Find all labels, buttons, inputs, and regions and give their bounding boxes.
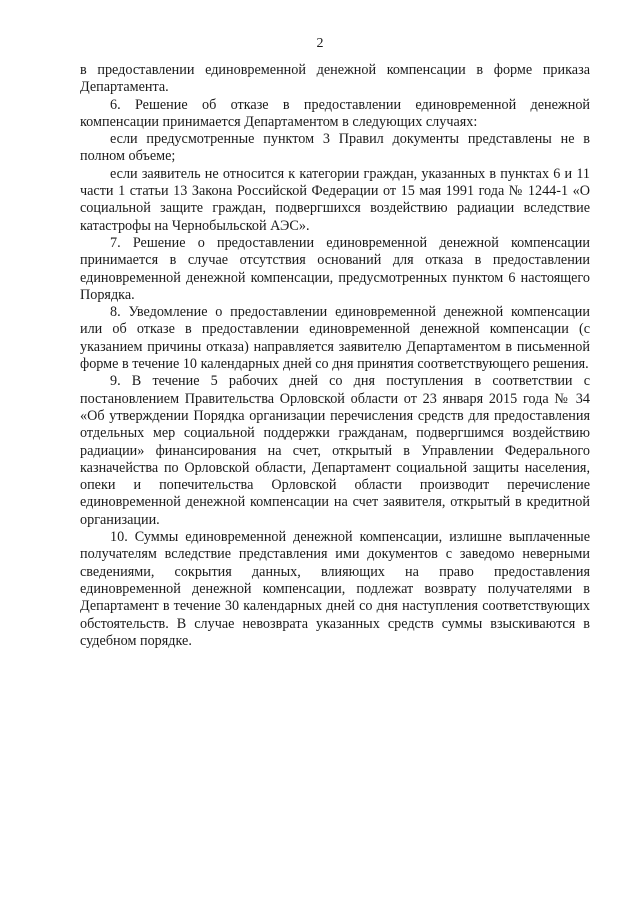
paragraph-8: 8. Уведомление о предоставлении единовременной денежной компенсации или об отказе в предоставлении единовременной денежной компенсации (с указанием причины отказа) направляется заявителю Департаментом в письменной форме в течение 10 календарных дней со дня принятия соответствующего решения. bbox=[80, 304, 590, 373]
document-body bbox=[80, 62, 590, 650]
paragraph-10: 10. Суммы единовременной денежной компенсации, излишне выплаченные получателям вследствие представления ими документов с заведомо неверными сведениями, сокрытия данных, влияющих на право предоставления единовременной денежной компенсации, подлежат возврату получателями в Департамент в течение 30 календарных дней со дня наступления соответствующих обстоятельств. В случае невозврата указанных средств суммы взыскиваются в судебном порядке. bbox=[80, 529, 590, 649]
paragraph-9: 9. В течение 5 рабочих дней со дня поступления в соответствии с постановлением Правительства Орловской области от 23 января 2015 года № 34 «Об утверждении Порядка организации перечисления средств для предоставления отдельных мер социальной поддержки гражданам, подвергшимся воздействию радиации» финансирования на счет, открытый в Управлении Федерального казначейства по Орловской области, Департамент социальной защиты населения, опеки и попечительства Орловской области производит перечисление единовременной денежной компенсации на счет заявителя, открытый в кредитной организации. bbox=[80, 373, 590, 528]
paragraph-6-case-1: если предусмотренные пунктом 3 Правил документы представлены не в полном объеме; bbox=[80, 131, 590, 165]
paragraph-6: 6. Решение об отказе в предоставлении единовременной денежной компенсации принимается Департаментом в следующих случаях: bbox=[80, 96, 590, 130]
page-number: 2 bbox=[316, 36, 324, 51]
paragraph-6-case-2: если заявитель не относится к категории граждан, указанных в пунктах 6 и 11 части 1 статьи 13 Закона Российской Федерации от 15 мая 1991 года № 1244-1 «О социальной защите граждан, подвергшихся воздействию радиации вследствие катастрофы на Чернобыльской АЭС». bbox=[80, 165, 590, 234]
paragraph-7: 7. Решение о предоставлении единовременной денежной компенсации принимается в случае отсутствия оснований для отказа в предоставлении единовременной денежной компенсации, предусмотренных пунктом 6 настоящего Порядка. bbox=[80, 234, 590, 303]
paragraph-continuation: в предоставлении единовременной денежной компенсации в форме приказа Департамента. bbox=[80, 62, 590, 96]
